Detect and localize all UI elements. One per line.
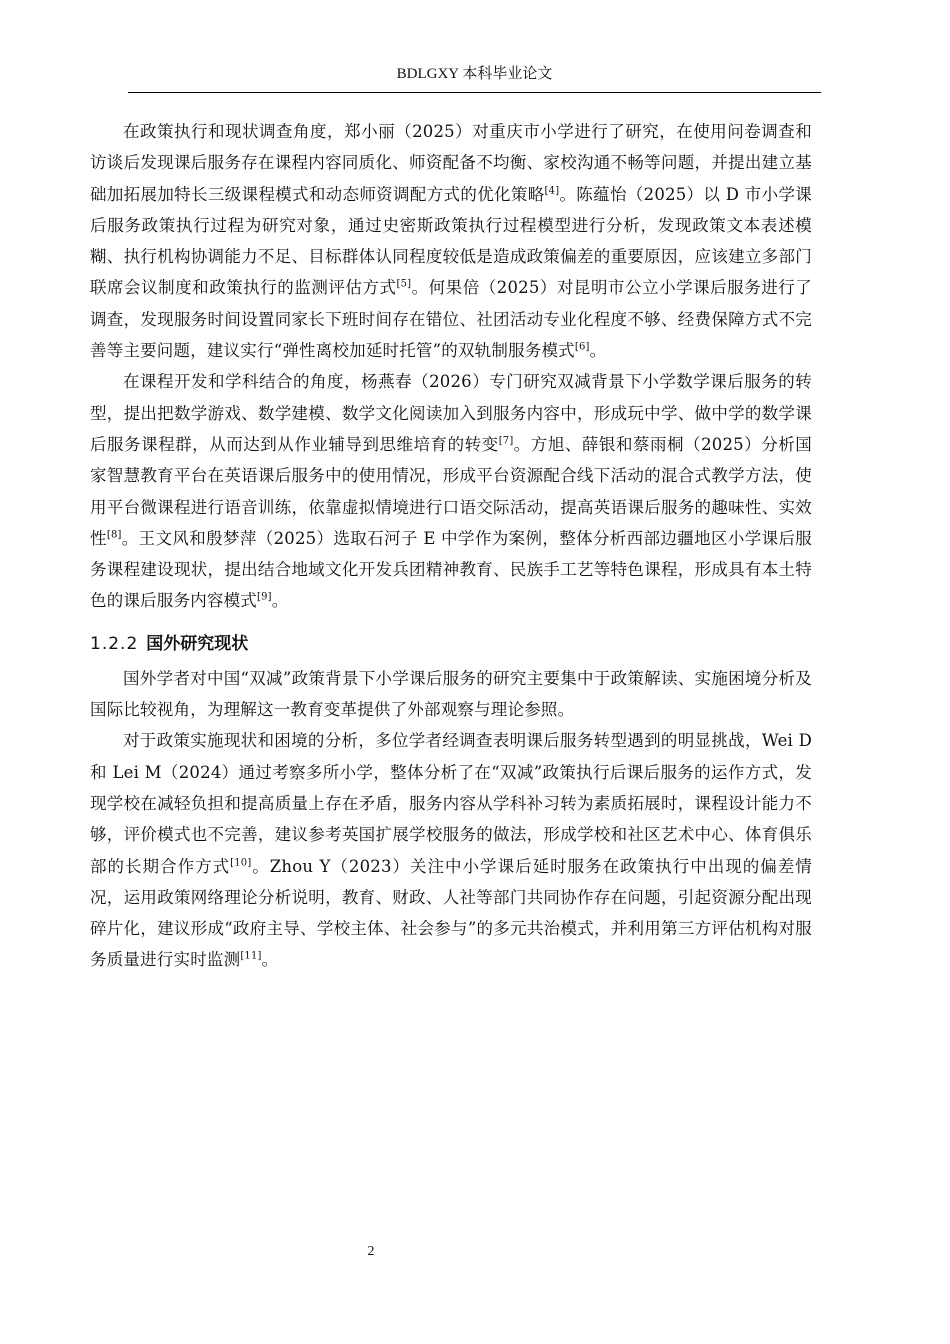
page-body bbox=[90, 116, 812, 976]
paragraph-text: 。 bbox=[271, 591, 289, 611]
citation-ref: [4] bbox=[544, 185, 560, 197]
citation-ref: [10] bbox=[230, 857, 252, 869]
paragraph-text: 。方旭、薛银和蔡雨桐（2025）分析国家智慧教育平台在英语课后服务中的使用情况，形成平台资源配合线下活动的混合式教学方法，使用平台微课程进行语音训练，依靠虚拟情境进行口语交际活动，提高英语课后服务的趣味性、实效性 bbox=[90, 434, 812, 548]
section-title: 国外研究现状 bbox=[146, 633, 249, 654]
paragraph-text: 。Zhou Y（2023）关注中小学课后延时服务在政策执行中出现的偏差情况，运用政策网络理论分析说明，教育、财政、人社等部门共同协作存在问题，引起资源分配出现碎片化，建议形成“政府主导、学校主体、社会参与”的多元共治模式，并利用第三方评估机构对服务质量进行实时监测 bbox=[90, 856, 812, 970]
body-paragraph bbox=[90, 116, 812, 366]
paragraph-text: 国外学者对中国“双减”政策背景下小学课后服务的研究主要集中于政策解读、实施困境分析及国际比较视角，为理解这一教育变革提供了外部观察与理论参照。 bbox=[90, 668, 812, 720]
section-heading bbox=[90, 628, 812, 661]
paragraph-text: 对于政策实施现状和困境的分析，多位学者经调查表明课后服务转型遇到的明显挑战，Wei D 和 Lei M（2024）通过考察多所小学，整体分析了在“双减”政策执行后课后服务的运作方式，发现学校在减轻负担和提高质量上存在矛盾，服务内容从学科补习转为素质拓展时，课程设计能力不够，评价模式也不完善，建议参考英国扩展学校服务的做法，形成学校和社区艺术中心、体育俱乐部的长期合作方式 bbox=[90, 731, 812, 876]
paragraph-text: 。王文风和殷梦萍（2025）选取石河子 E 中学作为案例，整体分析西部边疆地区小学课后服务课程建设现状，提出结合地域文化开发兵团精神教育、民族手工艺等特色课程，形成具有本土特色的课后服务内容模式 bbox=[90, 528, 813, 611]
citation-ref: [6] bbox=[574, 341, 590, 353]
citation-ref: [7] bbox=[498, 435, 514, 447]
citation-ref: [5] bbox=[396, 278, 412, 290]
section-number: 1.2.2 bbox=[90, 633, 139, 654]
citation-ref: [8] bbox=[106, 529, 122, 541]
paragraph-text: 。 bbox=[261, 950, 279, 970]
body-paragraph bbox=[90, 725, 812, 975]
paragraph-text: 在政策执行和现状调查角度，郑小丽（2025）对重庆市小学进行了研究，在使用问卷调查和访谈后发现课后服务存在课程内容同质化、师资配备不均衡、家校沟通不畅等问题，并提出建立基础加拓展加特长三级课程模式和动态师资调配方式的优化策略 bbox=[90, 122, 812, 204]
paragraph-text: 。陈蕴怡（2025）以 D 市小学课后服务政策执行过程为研究对象，通过史密斯政策执行过程模型进行分析，发现政策文本表述模糊、执行机构协调能力不足、目标群体认同程度较低是造成政策偏差的重要原因，应该建立多部门联席会议制度和政策执行的监测评估方式 bbox=[90, 184, 813, 298]
running-header: BDLGXY 本科毕业论文 bbox=[396, 66, 553, 82]
page-number: 2 bbox=[367, 1244, 375, 1259]
citation-ref: [9] bbox=[257, 591, 272, 603]
body-paragraph bbox=[90, 663, 812, 726]
paragraph-text: 在课程开发和学科结合的角度，杨燕春（2026）专门研究双减背景下小学数学课后服务的转型，提出把数学游戏、数学建模、数学文化阅读加入到服务内容中，形成玩中学、做中学的数学课后服务课程群，从而达到从作业辅导到思维培育的转变 bbox=[90, 372, 812, 454]
paragraph-text: 。何果倍（2025）对昆明市公立小学课后服务进行了调查，发现服务时间设置同家长下班时间存在错位、社团活动专业化程度不够、经费保障方式不完善等主要问题，建议实行“弹性离校加延时托管”的双轨制服务模式 bbox=[90, 278, 812, 361]
citation-ref: [11] bbox=[240, 950, 262, 962]
header-divider bbox=[128, 92, 821, 93]
paragraph-text: 。 bbox=[589, 341, 607, 361]
body-paragraph bbox=[90, 366, 812, 616]
